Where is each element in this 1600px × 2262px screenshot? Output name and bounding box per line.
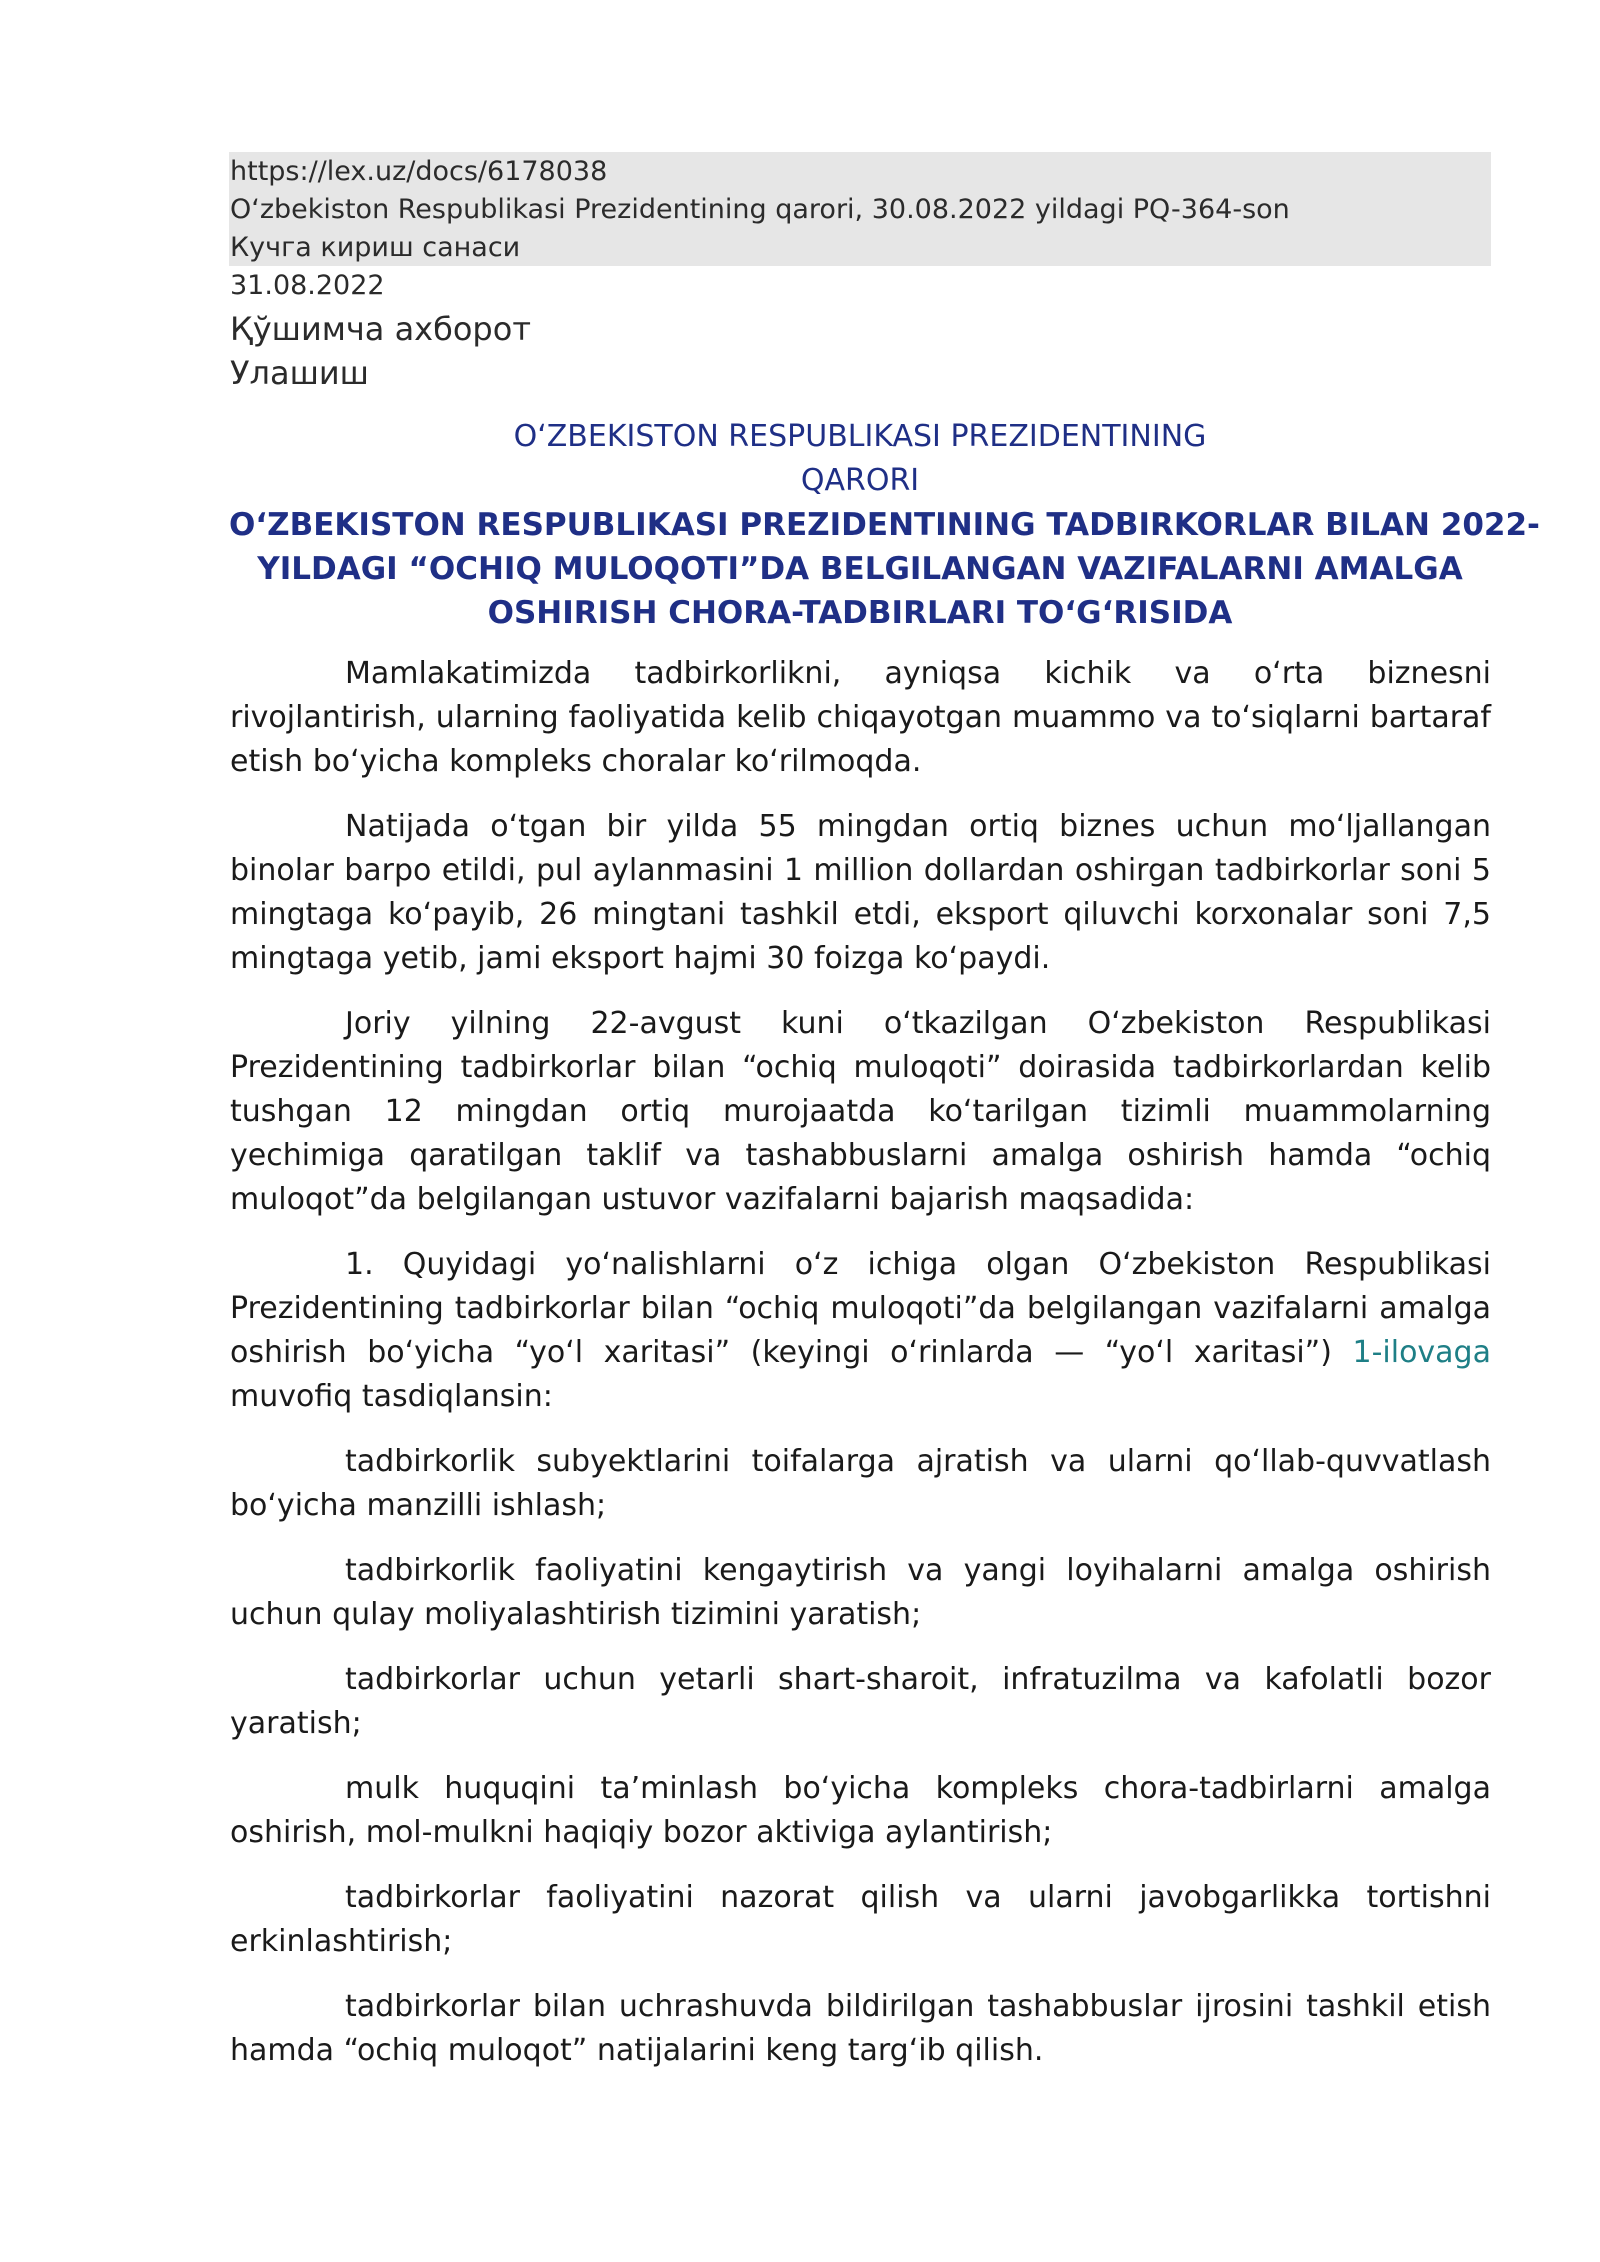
- document-url[interactable]: https://lex.uz/docs/6178038: [230, 156, 608, 187]
- annex-1-link[interactable]: 1-ilovaga: [1352, 1335, 1491, 1370]
- document-title-line-2: YILDAGI “OCHIQ MULOQOTI”DA BELGILANGAN VAZIFALARNI AMALGA: [257, 551, 1463, 587]
- list-item: tadbirkorlar bilan uchrashuvda bildirilgan tashabbuslar ijrosini tashkil etish hamda “ochiq muloqot” natijalarini keng targ‘ib qilish.: [230, 1989, 1491, 2068]
- additional-info-link[interactable]: Қўшимча ахборот: [230, 310, 531, 348]
- document-body: [230, 652, 1491, 2094]
- paragraph-results: Natijada o‘tgan bir yilda 55 mingdan ortiq biznes uchun mo‘ljallangan binolar barpo etildi, pul aylanmasini 1 million dollardan oshirgan tadbirkorlar soni 5 mingtaga ko‘payib, 26 mingtani tashkil etdi, eksport qiluvchi korxonalar soni 7,5 mingtaga yetib, jami eksport hajmi 30 foizga ko‘paydi.: [230, 809, 1491, 976]
- effective-date: 31.08.2022: [230, 270, 385, 301]
- effective-date-label: Кучга кириш санаси: [230, 232, 521, 263]
- share-link[interactable]: Улашиш: [230, 354, 369, 392]
- paragraph-intro: Mamlakatimizda tadbirkorlikni, ayniqsa kichik va o‘rta biznesni rivojlantirish, ularning faoliyatida kelib chiqayotgan muammo va to‘siqlarni bartaraf etish bo‘yicha kompleks choralar ko‘rilmoqda.: [230, 656, 1491, 779]
- document-type: QARORI: [800, 463, 920, 498]
- paragraph-purpose: Joriy yilning 22-avgust kuni o‘tkazilgan O‘zbekiston Respublikasi Prezidentining tadbirkorlar bilan “ochiq muloqoti” doirasida tadbirkorlardan kelib tushgan 12 mingdan ortiq murojaatda ko‘tarilgan tizimli muammolarning yechimiga qaratilgan taklif va tashabbuslarni amalga oshirish hamda “ochiq muloqot”da belgilangan ustuvor vazifalarni bajarish maqsadida:: [230, 1006, 1491, 1217]
- document-issuer: O‘ZBEKISTON RESPUBLIKASI PREZIDENTINING: [513, 419, 1207, 454]
- list-item: mulk huquqini ta’minlash bo‘yicha kompleks chora-tadbirlarni amalga oshirish, mol-mulkni haqiqiy bozor aktiviga aylantirish;: [230, 1771, 1491, 1850]
- document-title-line-1: O‘ZBEKISTON RESPUBLIKASI PREZIDENTINING TADBIRKORLAR BILAN 2022-: [229, 507, 1540, 543]
- document-reference: O‘zbekiston Respublikasi Prezidentining qarori, 30.08.2022 yildagi PQ-364-son: [230, 194, 1290, 225]
- list-item: tadbirkorlik faoliyatini kengaytirish va yangi loyihalarni amalga oshirish uchun qulay moliyalashtirish tizimini yaratish;: [230, 1553, 1491, 1632]
- paragraph-clause-1: [230, 1243, 1491, 1419]
- document-title-line-3: OSHIRISH CHORA-TADBIRLARI TO‘G‘RISIDA: [487, 595, 1233, 631]
- list-item: tadbirkorlar faoliyatini nazorat qilish va ularni javobgarlikka tortishni erkinlashtirish;: [230, 1880, 1491, 1959]
- list-item: tadbirkorlar uchun yetarli shart-sharoit, infratuzilma va kafolatli bozor yaratish;: [230, 1662, 1491, 1741]
- clause-1-text: 1. Quyidagi yo‘nalishlarni o‘z ichiga olgan O‘zbekiston Respublikasi Prezidentining tadbirkorlar bilan “ochiq muloqoti”da belgilangan vazifalarni amalga oshirish bo‘yicha “yo‘l xaritasi” (keyingi o‘rinlarda — “yo‘l xaritasi”): [230, 1247, 1491, 1370]
- list-item: tadbirkorlik subyektlarini toifalarga ajratish va ularni qo‘llab-quvvatlash bo‘yicha manzilli ishlash;: [230, 1444, 1491, 1523]
- clause-1-text-end: muvofiq tasdiqlansin:: [230, 1379, 553, 1414]
